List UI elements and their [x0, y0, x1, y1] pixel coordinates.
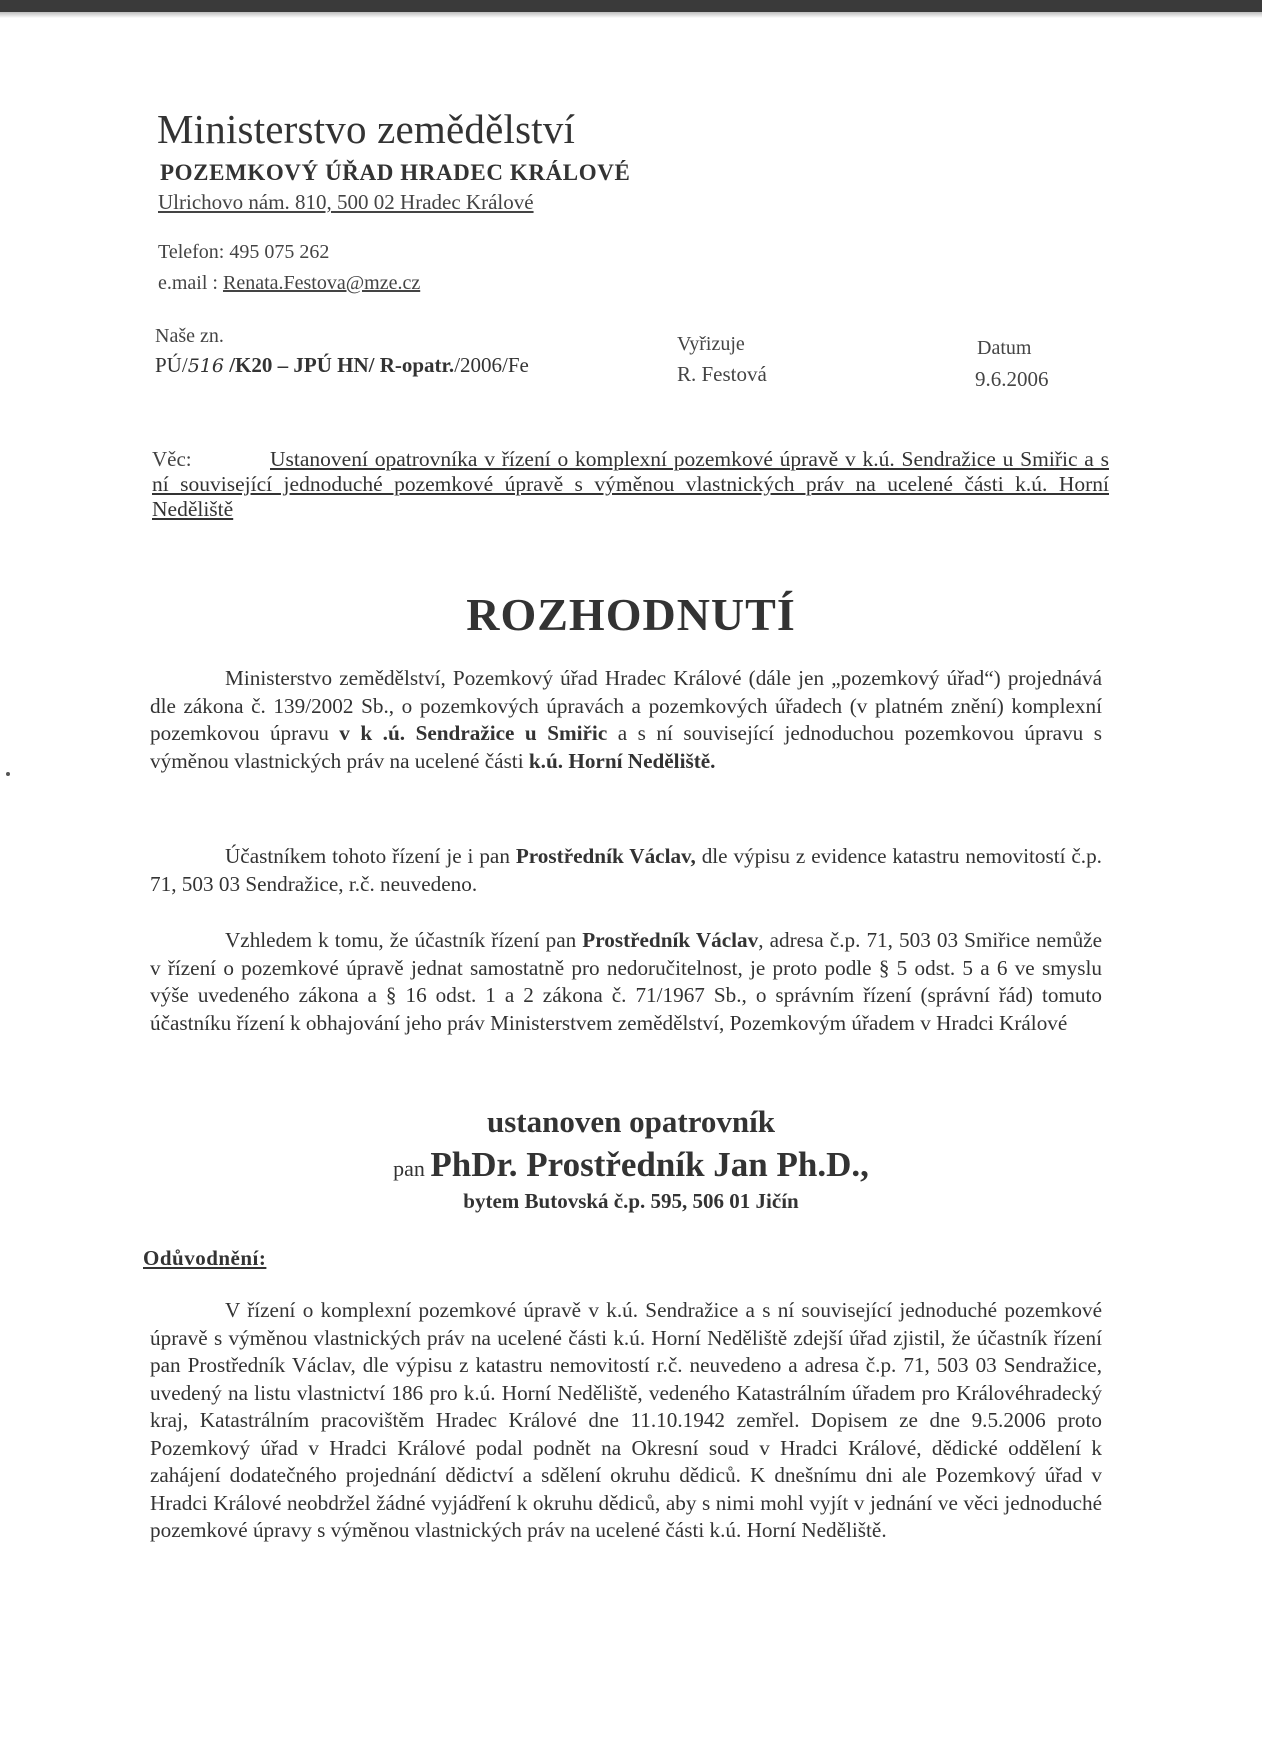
reasoning-heading: Odůvodnění: [143, 1246, 267, 1270]
appointment-role: opatrovník [629, 1104, 775, 1139]
subject [152, 447, 1109, 522]
cadastre-sendrazice: v k .ú. Sendražice u Smiřic [339, 721, 608, 745]
paragraph-proceedings [150, 665, 1102, 775]
guardian-address: bytem Butovská č.p. 595, 506 01 Jičín [463, 1189, 799, 1213]
paragraph-grounds [150, 927, 1102, 1037]
email-link[interactable]: Renata.Festova@mze.cz [222, 272, 421, 294]
handwritten-number: 516 [187, 355, 224, 377]
our-ref-label: Naše zn. [155, 325, 224, 347]
paragraph-text: dle výpisu z evidence katastru nemovitostí č.p. 71, 503 03 Sendražice, r.č. neuvedeno. [150, 844, 1102, 896]
our-ref [155, 353, 529, 378]
reasoning-text: V řízení o komplexní pozemkové úpravě v k.ú. Sendražice a s ní související jednoduché pozemkové úpravě s výměnou vlastnických práv na ucelené části k.ú. Horní Neděliště zdejší úřad zjistil, že účastník řízení pan Prostředník Václav, dle výpisu z katastru nemovitostí r.č. neuvedeno a adresa č.p. 71, 503 03 Sendražice, uvedený na listu vlastnictví 186 pro k.ú. Horní Neděliště, vedeného Katastrálním úřadem pro Královéhradecký kraj, Katastrálním pracovištěm Hradec Králové dne 11.10.1942 zemřel. Dopisem ze dne 9.5.2006 proto Pozemkový úřad v Hradci Králové podal podnět na Okresní soud v Hradci Králové, dědické oddělení k zahájení dodatečného projednání dědictví a sdělení okruhu dědiců. K dnešnímu dni ale Pozemkový úřad v Hradci Králové neobdržel žádné vyjádření k okruhu dědiců, aby s nimi mohl vyjít v jednání ve věci jednoduché pozemkové úpravy s výměnou vlastnických práv na ucelené části k.ú. Horní Neděliště. [150, 1298, 1102, 1542]
paragraph-text: Ministerstvo zemědělství, Pozemkový úřad Hradec Králové (dále jen „pozemkový úřad“) projednává dle zákona č. 139/2002 Sb., o pozemkových úpravách a pozemkových úřadech (v platném znění) komplexní pozemkovou úpravu [150, 666, 1102, 745]
handler-name: R. Festová [677, 362, 767, 386]
paragraph-text: a s ní související jednoduchou pozemkovou úpravu s výměnou vlastnických práv na ucelené části [150, 721, 1103, 773]
appointment-line [0, 1104, 1262, 1140]
paragraph-text: Vzhledem k tomu, že účastník řízení pan [225, 928, 583, 952]
subject-text: Ustanovení opatrovníka v řízení o komplexní pozemkové úpravě v k.ú. Sendražice u Smiřic a s ní související jednoduché pozemkové úpravě s výměnou vlastnických práv na ucelené části k.ú. Horní Neděliště [152, 447, 1109, 521]
ministry-name: Ministerstvo zemědělství [157, 106, 576, 152]
office-name: POZEMKOVÝ ÚŘAD HRADEC KRÁLOVÉ [160, 160, 631, 185]
subject-label: Věc: [152, 447, 192, 471]
participant-name: Prostředník Václav [582, 928, 759, 952]
paragraph-text: , adresa č.p. 71, 503 03 Smiřice nemůže v řízení o pozemkové úpravě jednat samostatně pro nedoručitelnost, je proto podle § 5 odst. 5 a 6 ve smyslu výše uvedeného zákona a § 16 odst. 1 a 2 zákona č. 71/1967 Sb., o správním řízení (správní řád) tomuto účastníku řízení k obhajování jeho práv Ministerstvem zemědělství, Pozemkovým úřadem v Hradci Králové [150, 928, 1102, 1035]
scan-shadow [0, 12, 1262, 18]
paragraph-text: Účastníkem tohoto řízení je i pan [225, 844, 516, 868]
date-value: 9.6.2006 [975, 367, 1049, 391]
email-line [158, 272, 420, 295]
our-ref-prefix: PÚ/ [155, 353, 188, 377]
handler-label: Vyřizuje [677, 333, 745, 355]
decision-title: ROZHODNUTÍ [466, 589, 796, 640]
scan-speck [6, 772, 10, 776]
email-label: e.mail : [158, 272, 223, 294]
our-ref-code: /K20 – JPÚ HN/ R-opatr. [223, 353, 455, 377]
office-address: Ulrichovo nám. 810, 500 02 Hradec Králové [158, 190, 534, 214]
our-ref-suffix: /2006/Fe [454, 353, 529, 377]
scan-top-edge [0, 0, 1262, 12]
participant-name: Prostředník Václav, [515, 844, 696, 868]
date-label: Datum [977, 337, 1032, 359]
appointment-verb: ustanoven [487, 1104, 630, 1139]
cadastre-horni-nedeliste: k.ú. Horní Neděliště. [528, 748, 716, 773]
guardian-name: PhDr. Prostředník Jan Ph.D., [430, 1145, 869, 1184]
guardian-line [0, 1145, 1262, 1185]
phone-line: Telefon: 495 075 262 [158, 241, 330, 263]
guardian-prefix: pan [393, 1156, 431, 1181]
paragraph-participant [150, 843, 1102, 898]
